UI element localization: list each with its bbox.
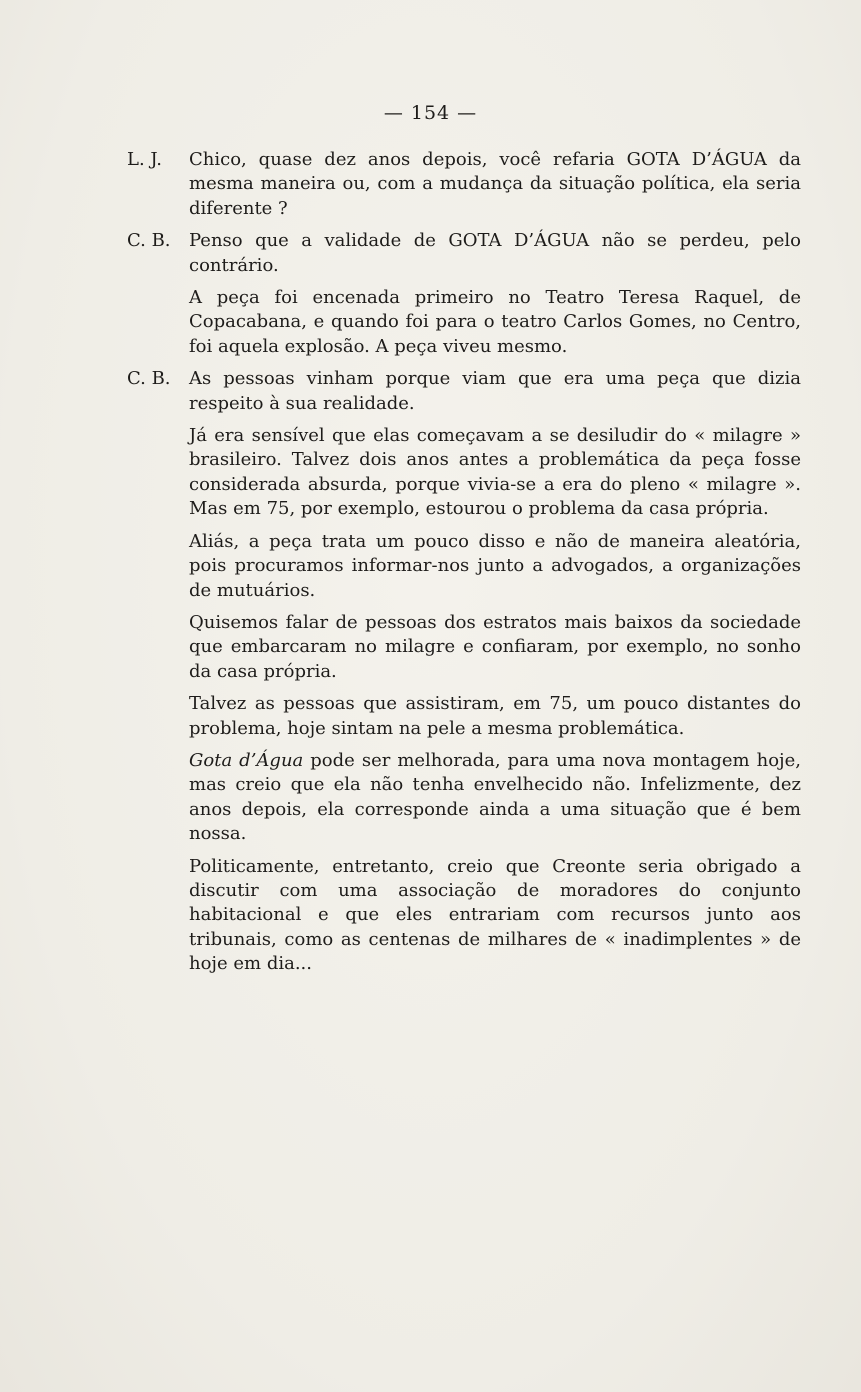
paragraph: Chico, quase dez anos depois, você refaria GOTA D’ÁGUA da mesma maneira ou, com a mudança da situação política, ela seria diferente ? [189,149,801,219]
entry-body [189,367,801,976]
paragraph: As pessoas vinham porque viam que era uma peça que dizia respeito à sua realidade. [189,368,801,414]
play-title-italic: Gota d’Água [189,749,304,771]
paragraph: Penso que a validade de GOTA D’ÁGUA não se perdeu, pelo contrário. [189,230,801,276]
paragraph: Politicamente, entretanto, creio que Creonte seria obrigado a discutir com uma associação de moradores do conjunto habitacional e que eles entrariam com recursos junto aos tribunais, como as centenas de milhares de « inadimplentes » de hoje em dia... [189,855,801,975]
paragraph: Talvez as pessoas que assistiram, em 75, um pouco distantes do problema, hoje sintam na pele a mesma problemática. [189,693,801,739]
interview-text [127,148,801,985]
speaker-label: C. B. [127,368,171,390]
paragraph-text: pode ser melhorada, para uma nova montagem hoje, mas creio que ela não tenha envelhecido não. Infelizmente, dez anos depois, ela corresponde ainda a uma situação que é bem nossa. [189,749,801,845]
speaker-label: C. B. [127,230,171,252]
page-number: — 154 — [383,102,478,124]
entry-question [127,148,801,221]
entry-body [189,148,801,221]
entry-answer-1 [127,229,801,359]
paragraph: A peça foi encenada primeiro no Teatro Teresa Raquel, de Copacabana, e quando foi para o teatro Carlos Gomes, no Centro, foi aquela explosão. A peça viveu mesmo. [189,287,801,357]
paragraph [189,749,801,847]
paragraph: Quisemos falar de pessoas dos estratos mais baixos da sociedade que embarcaram no milagre e confiaram, por exemplo, no sonho da casa própria. [189,611,801,682]
entry-body [189,229,801,359]
paragraph: Já era sensível que elas começavam a se desiludir do « milagre » brasileiro. Talvez dois anos antes a problemática da peça fosse considerada absurda, porque vivia-se a era do pleno « milagre ». Mas em 75, por exemplo, estourou o problema da casa própria. [189,425,801,520]
speaker-label: L. J. [127,149,162,170]
entry-answer-2 [127,367,801,976]
paragraph: Aliás, a peça trata um pouco disso e não de maneira aleatória, pois procuramos informar-nos junto a advogados, a organizações de mutuários. [189,530,801,601]
